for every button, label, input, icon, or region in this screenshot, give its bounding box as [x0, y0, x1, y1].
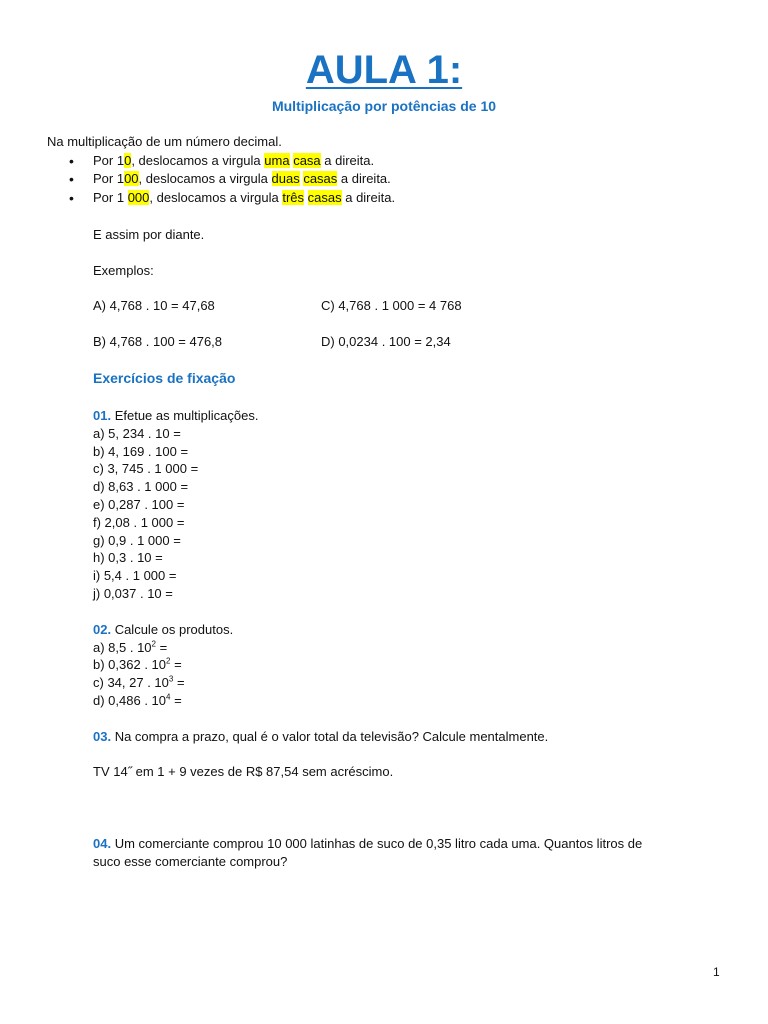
question-number: 02.	[93, 622, 112, 637]
rule-item: Por 1 000, deslocamos a virgula três casas a direita.	[93, 190, 396, 205]
example-d: D) 0,0234 . 100 = 2,34	[321, 334, 451, 349]
exercise-item: b) 4, 169 . 100 =	[93, 444, 189, 459]
exercise-item: b) 0,362 . $10^2$ =	[93, 656, 182, 672]
exercise-item: d) 8,63 . 1 000 =	[93, 479, 189, 494]
exercise-item: c) 3, 745 . 1 000 =	[93, 461, 199, 476]
rule-item: Por 10, deslocamos a virgula uma casa a direita.	[93, 153, 375, 168]
page-subtitle: Multiplicação por potências de 10	[271, 98, 497, 114]
exercise-item: i) 5,4 . 1 000 =	[93, 568, 177, 583]
page-number: 1	[713, 965, 720, 979]
bullet-dot: •	[69, 171, 74, 187]
exercise-item: e) 0,287 . 100 =	[93, 497, 185, 512]
question-01: 01. Efetue as multiplicações.	[93, 408, 259, 423]
question-number: 03.	[93, 729, 112, 744]
and-so-on-text: E assim por diante.	[93, 227, 205, 242]
exercise-item: d) 0,486 . $10^4$ =	[93, 692, 182, 708]
example-a: A) 4,768 . 10 = 47,68	[93, 298, 215, 313]
example-c: C) 4,768 . 1 000 = 4 768	[321, 298, 462, 313]
question-02: 02. Calcule os produtos.	[93, 622, 234, 637]
exercises-heading: Exercícios de fixação	[93, 370, 236, 386]
question-04: 04. Um comerciante comprou 10 000 latinhas de suco de 0,35 litro cada uma. Quantos litros de	[93, 836, 643, 851]
exercise-item: c) 34, 27 . $10^3$ =	[93, 674, 185, 690]
bullet-dot: •	[69, 190, 74, 206]
question-number: 04.	[93, 836, 112, 851]
exercise-item: a) 5, 234 . 10 =	[93, 426, 181, 441]
question-04-continuation: suco esse comerciante comprou?	[93, 854, 288, 869]
exercise-item: f) 2,08 . 1 000 =	[93, 515, 185, 530]
bullet-dot: •	[69, 153, 74, 169]
question-number: 01.	[93, 408, 112, 423]
question-03-detail: TV 14˝ em 1 + 9 vezes de R$ 87,54 sem acréscimo.	[93, 764, 394, 779]
examples-label: Exemplos:	[93, 263, 154, 278]
intro-text: Na multiplicação de um número decimal.	[47, 134, 282, 149]
question-03: 03. Na compra a prazo, qual é o valor total da televisão? Calcule mentalmente.	[93, 729, 549, 744]
page-title: AULA 1:	[305, 48, 463, 92]
rule-item: Por 100, deslocamos a virgula duas casas a direita.	[93, 171, 391, 186]
exercise-item: j) 0,037 . 10 =	[93, 586, 173, 601]
example-b: B) 4,768 . 100 = 476,8	[93, 334, 223, 349]
exercise-item: g) 0,9 . 1 000 =	[93, 533, 181, 548]
exercise-item: a) 8,5 . $10^2$ =	[93, 639, 168, 655]
exercise-item: h) 0,3 . 10 =	[93, 550, 163, 565]
